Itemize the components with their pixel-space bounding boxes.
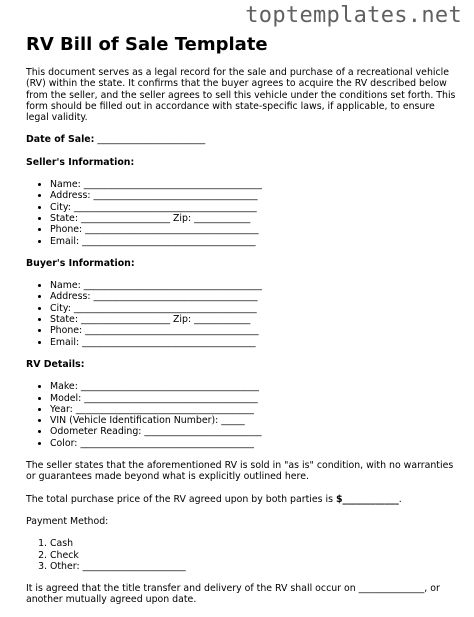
buyer-address-field: • Address: ___________________________________ bbox=[50, 291, 456, 302]
seller-phone-field: • Phone: _____________________________________ bbox=[50, 224, 456, 235]
payment-method-label: Payment Method: bbox=[26, 515, 109, 527]
seller-email-field: • Email: _____________________________________ bbox=[50, 236, 456, 247]
watermark: toptemplates.net bbox=[245, 3, 462, 28]
transfer-statement-suffix: , or another mutually agreed upon date. bbox=[26, 583, 440, 606]
rv-vin-field: • VIN (Vehicle Identification Number): _____ bbox=[50, 415, 456, 426]
rv-model-field: • Model: _____________________________________ bbox=[50, 393, 456, 404]
buyer-name-field: • Name: ______________________________________ bbox=[50, 280, 456, 291]
rv-details-fields bbox=[26, 381, 456, 449]
seller-fields bbox=[26, 179, 456, 247]
seller-city-field: • City: _______________________________________ bbox=[50, 202, 456, 213]
buyer-phone-field: • Phone: _____________________________________ bbox=[50, 325, 456, 336]
payment-option-check: 2. Check bbox=[50, 550, 456, 561]
price-statement-text: The total purchase price of the RV agreed upon by both parties is bbox=[26, 493, 336, 505]
rv-year-field: • Year: ______________________________________ bbox=[50, 404, 456, 415]
buyer-city-field: • City: _______________________________________ bbox=[50, 303, 456, 314]
payment-option-other: 3. Other: ______________________ bbox=[50, 561, 456, 572]
transfer-date-blank: ______________ bbox=[358, 583, 425, 595]
buyer-email-field: • Email: _____________________________________ bbox=[50, 337, 456, 348]
document-body bbox=[26, 67, 456, 617]
rv-color-field: • Color: _____________________________________ bbox=[50, 438, 456, 449]
transfer-statement-text: It is agreed that the title transfer and delivery of the RV shall occur on bbox=[26, 583, 359, 595]
buyer-heading: Buyer's Information: bbox=[26, 257, 135, 269]
buyer-fields bbox=[26, 280, 456, 348]
seller-heading: Seller's Information: bbox=[26, 156, 135, 168]
transfer-statement bbox=[26, 583, 456, 606]
date-of-sale-line bbox=[26, 134, 456, 145]
date-of-sale-label: Date of Sale: bbox=[26, 134, 95, 146]
rv-make-field: • Make: ______________________________________ bbox=[50, 381, 456, 392]
intro-paragraph: This document serves as a legal record for the sale and purchase of a recreational vehicle (RV) within the state. It confirms that the buyer agrees to acquire the RV described below from the seller, and the seller agrees to sell this vehicle under the conditions set forth. This form should be filled out in accordance with state-specific laws, if applicable, to ensure legal validity. bbox=[26, 67, 456, 124]
seller-address-field: • Address: ___________________________________ bbox=[50, 190, 456, 201]
rv-details-heading: RV Details: bbox=[26, 358, 85, 370]
price-statement-suffix: . bbox=[398, 493, 402, 505]
rv-odometer-field: • Odometer Reading: _________________________ bbox=[50, 426, 456, 437]
seller-name-field: • Name: ______________________________________ bbox=[50, 179, 456, 190]
date-of-sale-blank: _______________________ bbox=[94, 134, 206, 146]
document-title: RV Bill of Sale Template bbox=[26, 34, 268, 55]
buyer-state-zip-field: • State: ___________________ Zip: ____________ bbox=[50, 314, 456, 325]
payment-method-options bbox=[26, 538, 456, 572]
seller-state-zip-field: • State: ___________________ Zip: ____________ bbox=[50, 213, 456, 224]
as-is-statement: The seller states that the aforementioned RV is sold in "as is" condition, with no warranties or guarantees made beyond what is explicitly outlined here. bbox=[26, 460, 454, 483]
price-statement bbox=[26, 494, 456, 505]
payment-option-cash: 1. Cash bbox=[50, 538, 456, 549]
price-amount-blank: $____________ bbox=[336, 493, 399, 505]
